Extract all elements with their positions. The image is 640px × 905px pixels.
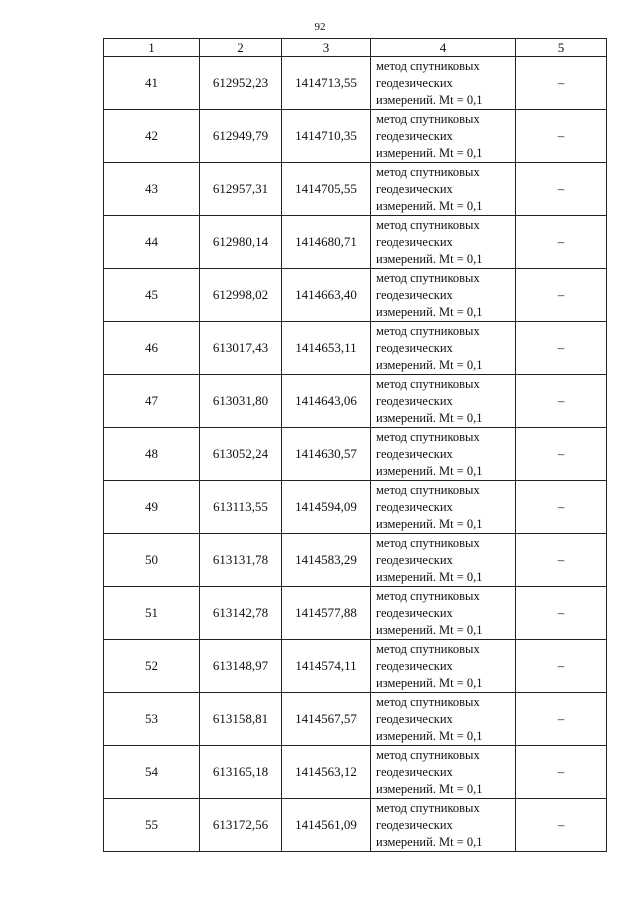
coordinate-y-cell: 1414574,11 xyxy=(282,640,371,693)
table-row xyxy=(104,269,607,322)
coordinate-x-cell: 613017,43 xyxy=(200,322,282,375)
coordinate-y-cell: 1414594,09 xyxy=(282,481,371,534)
method-text-line: измерений. Mt = 0,1 xyxy=(376,516,483,531)
point-number-cell: 49 xyxy=(104,481,200,534)
method-cell xyxy=(371,110,516,163)
method-text-line: геодезических xyxy=(376,75,453,90)
table-row xyxy=(104,110,607,163)
coordinate-y-cell: 1414653,11 xyxy=(282,322,371,375)
method-cell xyxy=(371,640,516,693)
method-text-line: измерений. Mt = 0,1 xyxy=(376,781,483,796)
point-number-cell: 45 xyxy=(104,269,200,322)
coordinate-x-cell: 612952,23 xyxy=(200,57,282,110)
coordinate-x-cell: 613031,80 xyxy=(200,375,282,428)
point-number-cell: 51 xyxy=(104,587,200,640)
note-cell: – xyxy=(516,799,607,852)
table-row xyxy=(104,746,607,799)
point-number-cell: 41 xyxy=(104,57,200,110)
coordinate-y-cell: 1414713,55 xyxy=(282,57,371,110)
method-text-line: геодезических xyxy=(376,287,453,302)
coordinate-y-cell: 1414710,35 xyxy=(282,110,371,163)
method-text-line: метод спутниковых xyxy=(376,164,480,179)
method-text-line: геодезических xyxy=(376,711,453,726)
method-text-line: метод спутниковых xyxy=(376,270,480,285)
method-text-line: метод спутниковых xyxy=(376,694,480,709)
method-text-line: геодезических xyxy=(376,817,453,832)
point-number-cell: 42 xyxy=(104,110,200,163)
header-col-4: 4 xyxy=(371,39,516,57)
method-text-line: измерений. Mt = 0,1 xyxy=(376,622,483,637)
header-row xyxy=(104,39,607,57)
header-col-3: 3 xyxy=(282,39,371,57)
coordinate-x-cell: 613131,78 xyxy=(200,534,282,587)
header-col-1: 1 xyxy=(104,39,200,57)
coordinate-y-cell: 1414583,29 xyxy=(282,534,371,587)
method-cell xyxy=(371,269,516,322)
method-text-line: измерений. Mt = 0,1 xyxy=(376,728,483,743)
table-row xyxy=(104,587,607,640)
method-text-line: метод спутниковых xyxy=(376,800,480,815)
method-cell xyxy=(371,216,516,269)
note-cell: – xyxy=(516,640,607,693)
method-text-line: метод спутниковых xyxy=(376,641,480,656)
note-cell: – xyxy=(516,216,607,269)
method-text-line: измерений. Mt = 0,1 xyxy=(376,463,483,478)
coordinate-y-cell: 1414705,55 xyxy=(282,163,371,216)
coordinate-y-cell: 1414567,57 xyxy=(282,693,371,746)
coordinate-x-cell: 613148,97 xyxy=(200,640,282,693)
method-text-line: геодезических xyxy=(376,181,453,196)
point-number-cell: 47 xyxy=(104,375,200,428)
method-text-line: метод спутниковых xyxy=(376,588,480,603)
method-cell xyxy=(371,322,516,375)
note-cell: – xyxy=(516,163,607,216)
method-text-line: измерений. Mt = 0,1 xyxy=(376,251,483,266)
note-cell: – xyxy=(516,693,607,746)
method-text-line: измерений. Mt = 0,1 xyxy=(376,357,483,372)
table-row xyxy=(104,693,607,746)
coordinates-table xyxy=(103,38,607,852)
method-text-line: метод спутниковых xyxy=(376,747,480,762)
note-cell: – xyxy=(516,110,607,163)
method-text-line: метод спутниковых xyxy=(376,58,480,73)
method-text-line: метод спутниковых xyxy=(376,429,480,444)
method-text-line: измерений. Mt = 0,1 xyxy=(376,92,483,107)
table-row xyxy=(104,216,607,269)
method-text-line: геодезических xyxy=(376,764,453,779)
note-cell: – xyxy=(516,269,607,322)
coordinate-x-cell: 613172,56 xyxy=(200,799,282,852)
method-text-line: метод спутниковых xyxy=(376,482,480,497)
note-cell: – xyxy=(516,534,607,587)
method-cell xyxy=(371,481,516,534)
point-number-cell: 46 xyxy=(104,322,200,375)
method-cell xyxy=(371,534,516,587)
coordinate-y-cell: 1414577,88 xyxy=(282,587,371,640)
method-text-line: измерений. Mt = 0,1 xyxy=(376,410,483,425)
page-number: 92 xyxy=(314,21,326,33)
note-cell: – xyxy=(516,57,607,110)
table-header xyxy=(104,39,607,57)
point-number-cell: 53 xyxy=(104,693,200,746)
point-number-cell: 50 xyxy=(104,534,200,587)
method-text-line: метод спутниковых xyxy=(376,376,480,391)
method-text-line: измерений. Mt = 0,1 xyxy=(376,304,483,319)
table-row xyxy=(104,799,607,852)
method-text-line: геодезических xyxy=(376,128,453,143)
header-col-5: 5 xyxy=(516,39,607,57)
table-row xyxy=(104,163,607,216)
note-cell: – xyxy=(516,587,607,640)
coordinate-x-cell: 612980,14 xyxy=(200,216,282,269)
note-cell: – xyxy=(516,481,607,534)
coordinate-x-cell: 613113,55 xyxy=(200,481,282,534)
method-text-line: метод спутниковых xyxy=(376,323,480,338)
coordinate-x-cell: 613165,18 xyxy=(200,746,282,799)
coordinate-x-cell: 613142,78 xyxy=(200,587,282,640)
method-cell xyxy=(371,375,516,428)
method-text-line: метод спутниковых xyxy=(376,111,480,126)
method-cell xyxy=(371,746,516,799)
coordinate-y-cell: 1414663,40 xyxy=(282,269,371,322)
coordinate-y-cell: 1414561,09 xyxy=(282,799,371,852)
method-cell xyxy=(371,163,516,216)
method-text-line: измерений. Mt = 0,1 xyxy=(376,569,483,584)
point-number-cell: 55 xyxy=(104,799,200,852)
table-row xyxy=(104,57,607,110)
table-row xyxy=(104,375,607,428)
method-text-line: метод спутниковых xyxy=(376,535,480,550)
method-text-line: геодезических xyxy=(376,499,453,514)
coordinate-x-cell: 613158,81 xyxy=(200,693,282,746)
note-cell: – xyxy=(516,428,607,481)
method-text-line: геодезических xyxy=(376,552,453,567)
point-number-cell: 52 xyxy=(104,640,200,693)
table-row xyxy=(104,534,607,587)
method-text-line: измерений. Mt = 0,1 xyxy=(376,198,483,213)
coordinate-y-cell: 1414680,71 xyxy=(282,216,371,269)
note-cell: – xyxy=(516,322,607,375)
method-text-line: измерений. Mt = 0,1 xyxy=(376,675,483,690)
method-cell xyxy=(371,57,516,110)
point-number-cell: 48 xyxy=(104,428,200,481)
method-text-line: геодезических xyxy=(376,658,453,673)
note-cell: – xyxy=(516,746,607,799)
method-cell xyxy=(371,799,516,852)
method-text-line: геодезических xyxy=(376,340,453,355)
coordinate-x-cell: 612957,31 xyxy=(200,163,282,216)
method-cell xyxy=(371,693,516,746)
coordinate-x-cell: 613052,24 xyxy=(200,428,282,481)
point-number-cell: 54 xyxy=(104,746,200,799)
coordinate-x-cell: 612998,02 xyxy=(200,269,282,322)
method-text-line: измерений. Mt = 0,1 xyxy=(376,834,483,849)
point-number-cell: 43 xyxy=(104,163,200,216)
coordinate-y-cell: 1414630,57 xyxy=(282,428,371,481)
table-row xyxy=(104,640,607,693)
method-text-line: геодезических xyxy=(376,393,453,408)
method-cell xyxy=(371,428,516,481)
coordinate-x-cell: 612949,79 xyxy=(200,110,282,163)
coordinate-y-cell: 1414643,06 xyxy=(282,375,371,428)
method-text-line: геодезических xyxy=(376,446,453,461)
point-number-cell: 44 xyxy=(104,216,200,269)
table-row xyxy=(104,428,607,481)
method-text-line: измерений. Mt = 0,1 xyxy=(376,145,483,160)
method-text-line: метод спутниковых xyxy=(376,217,480,232)
method-text-line: геодезических xyxy=(376,234,453,249)
header-col-2: 2 xyxy=(200,39,282,57)
table-row xyxy=(104,481,607,534)
table-row xyxy=(104,322,607,375)
method-cell xyxy=(371,587,516,640)
table-body xyxy=(104,57,607,852)
note-cell: – xyxy=(516,375,607,428)
method-text-line: геодезических xyxy=(376,605,453,620)
coordinate-y-cell: 1414563,12 xyxy=(282,746,371,799)
